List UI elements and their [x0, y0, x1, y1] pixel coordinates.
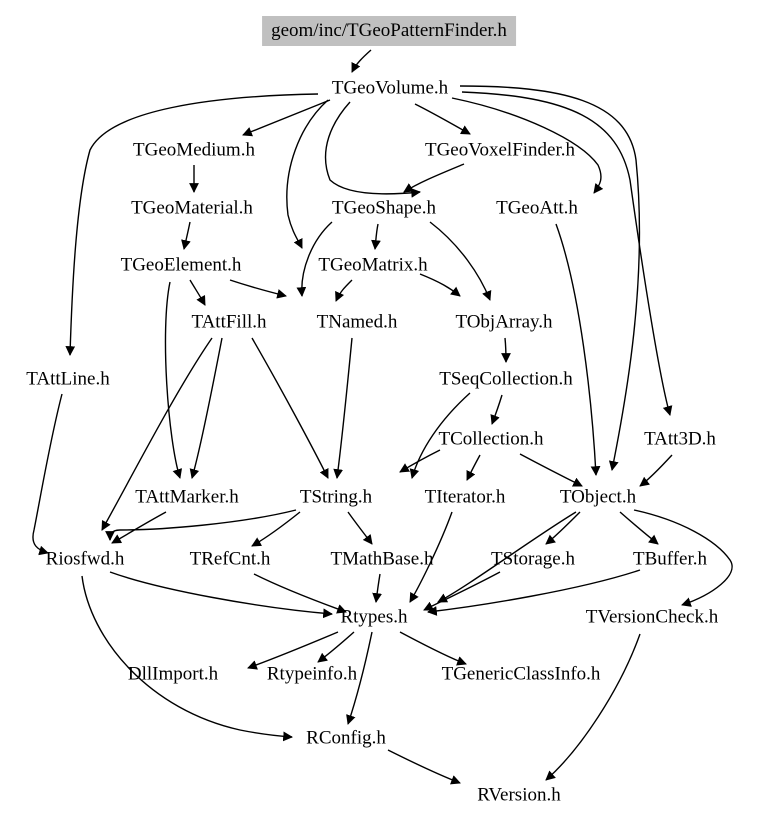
graph-node-trefcnt[interactable]: TRefCnt.h: [189, 548, 271, 570]
graph-node-tbuffer[interactable]: TBuffer.h: [632, 548, 708, 570]
graph-node-tgeoelement[interactable]: TGeoElement.h: [120, 254, 242, 276]
graph-node-root[interactable]: geom/inc/TGeoPatternFinder.h: [262, 16, 516, 46]
graph-node-tseqcollection[interactable]: TSeqCollection.h: [439, 368, 573, 390]
graph-node-titerator[interactable]: TIterator.h: [424, 486, 506, 508]
graph-node-tattmarker[interactable]: TAttMarker.h: [135, 486, 239, 508]
graph-node-rversion[interactable]: RVersion.h: [477, 784, 561, 806]
graph-node-dllimport[interactable]: DllImport.h: [127, 663, 219, 685]
graph-node-tgeomatrix[interactable]: TGeoMatrix.h: [318, 254, 428, 276]
graph-node-tgeovoxelfinder[interactable]: TGeoVoxelFinder.h: [424, 139, 576, 161]
graph-node-tattfill[interactable]: TAttFill.h: [191, 311, 267, 333]
graph-node-riosfwd[interactable]: Riosfwd.h: [45, 548, 125, 570]
graph-node-tobjarray[interactable]: TObjArray.h: [455, 311, 553, 333]
graph-node-tmathbase[interactable]: TMathBase.h: [330, 548, 434, 570]
graph-node-tversioncheck[interactable]: TVersionCheck.h: [585, 606, 719, 628]
graph-node-tgeoatt[interactable]: TGeoAtt.h: [496, 197, 578, 219]
graph-node-tgeomedium[interactable]: TGeoMedium.h: [133, 139, 255, 161]
graph-node-tstorage[interactable]: TStorage.h: [491, 548, 575, 570]
graph-node-tgeovolume[interactable]: TGeoVolume.h: [331, 77, 449, 99]
graph-node-tnamed[interactable]: TNamed.h: [316, 311, 398, 333]
graph-node-tattline[interactable]: TAttLine.h: [26, 368, 110, 390]
graph-node-tgeomaterial[interactable]: TGeoMaterial.h: [131, 197, 253, 219]
graph-node-tgeoshape[interactable]: TGeoShape.h: [332, 197, 436, 219]
graph-node-tstring[interactable]: TString.h: [299, 486, 373, 508]
graph-node-tgenericclassinfo[interactable]: TGenericClassInfo.h: [441, 663, 601, 685]
graph-node-tcollection[interactable]: TCollection.h: [438, 428, 544, 450]
graph-node-tobject[interactable]: TObject.h: [559, 486, 637, 508]
graph-node-rconfig[interactable]: RConfig.h: [306, 727, 386, 749]
graph-node-tatt3d[interactable]: TAtt3D.h: [644, 428, 716, 450]
graph-node-rtypeinfo[interactable]: Rtypeinfo.h: [266, 663, 358, 685]
graph-node-rtypes[interactable]: Rtypes.h: [340, 606, 408, 628]
